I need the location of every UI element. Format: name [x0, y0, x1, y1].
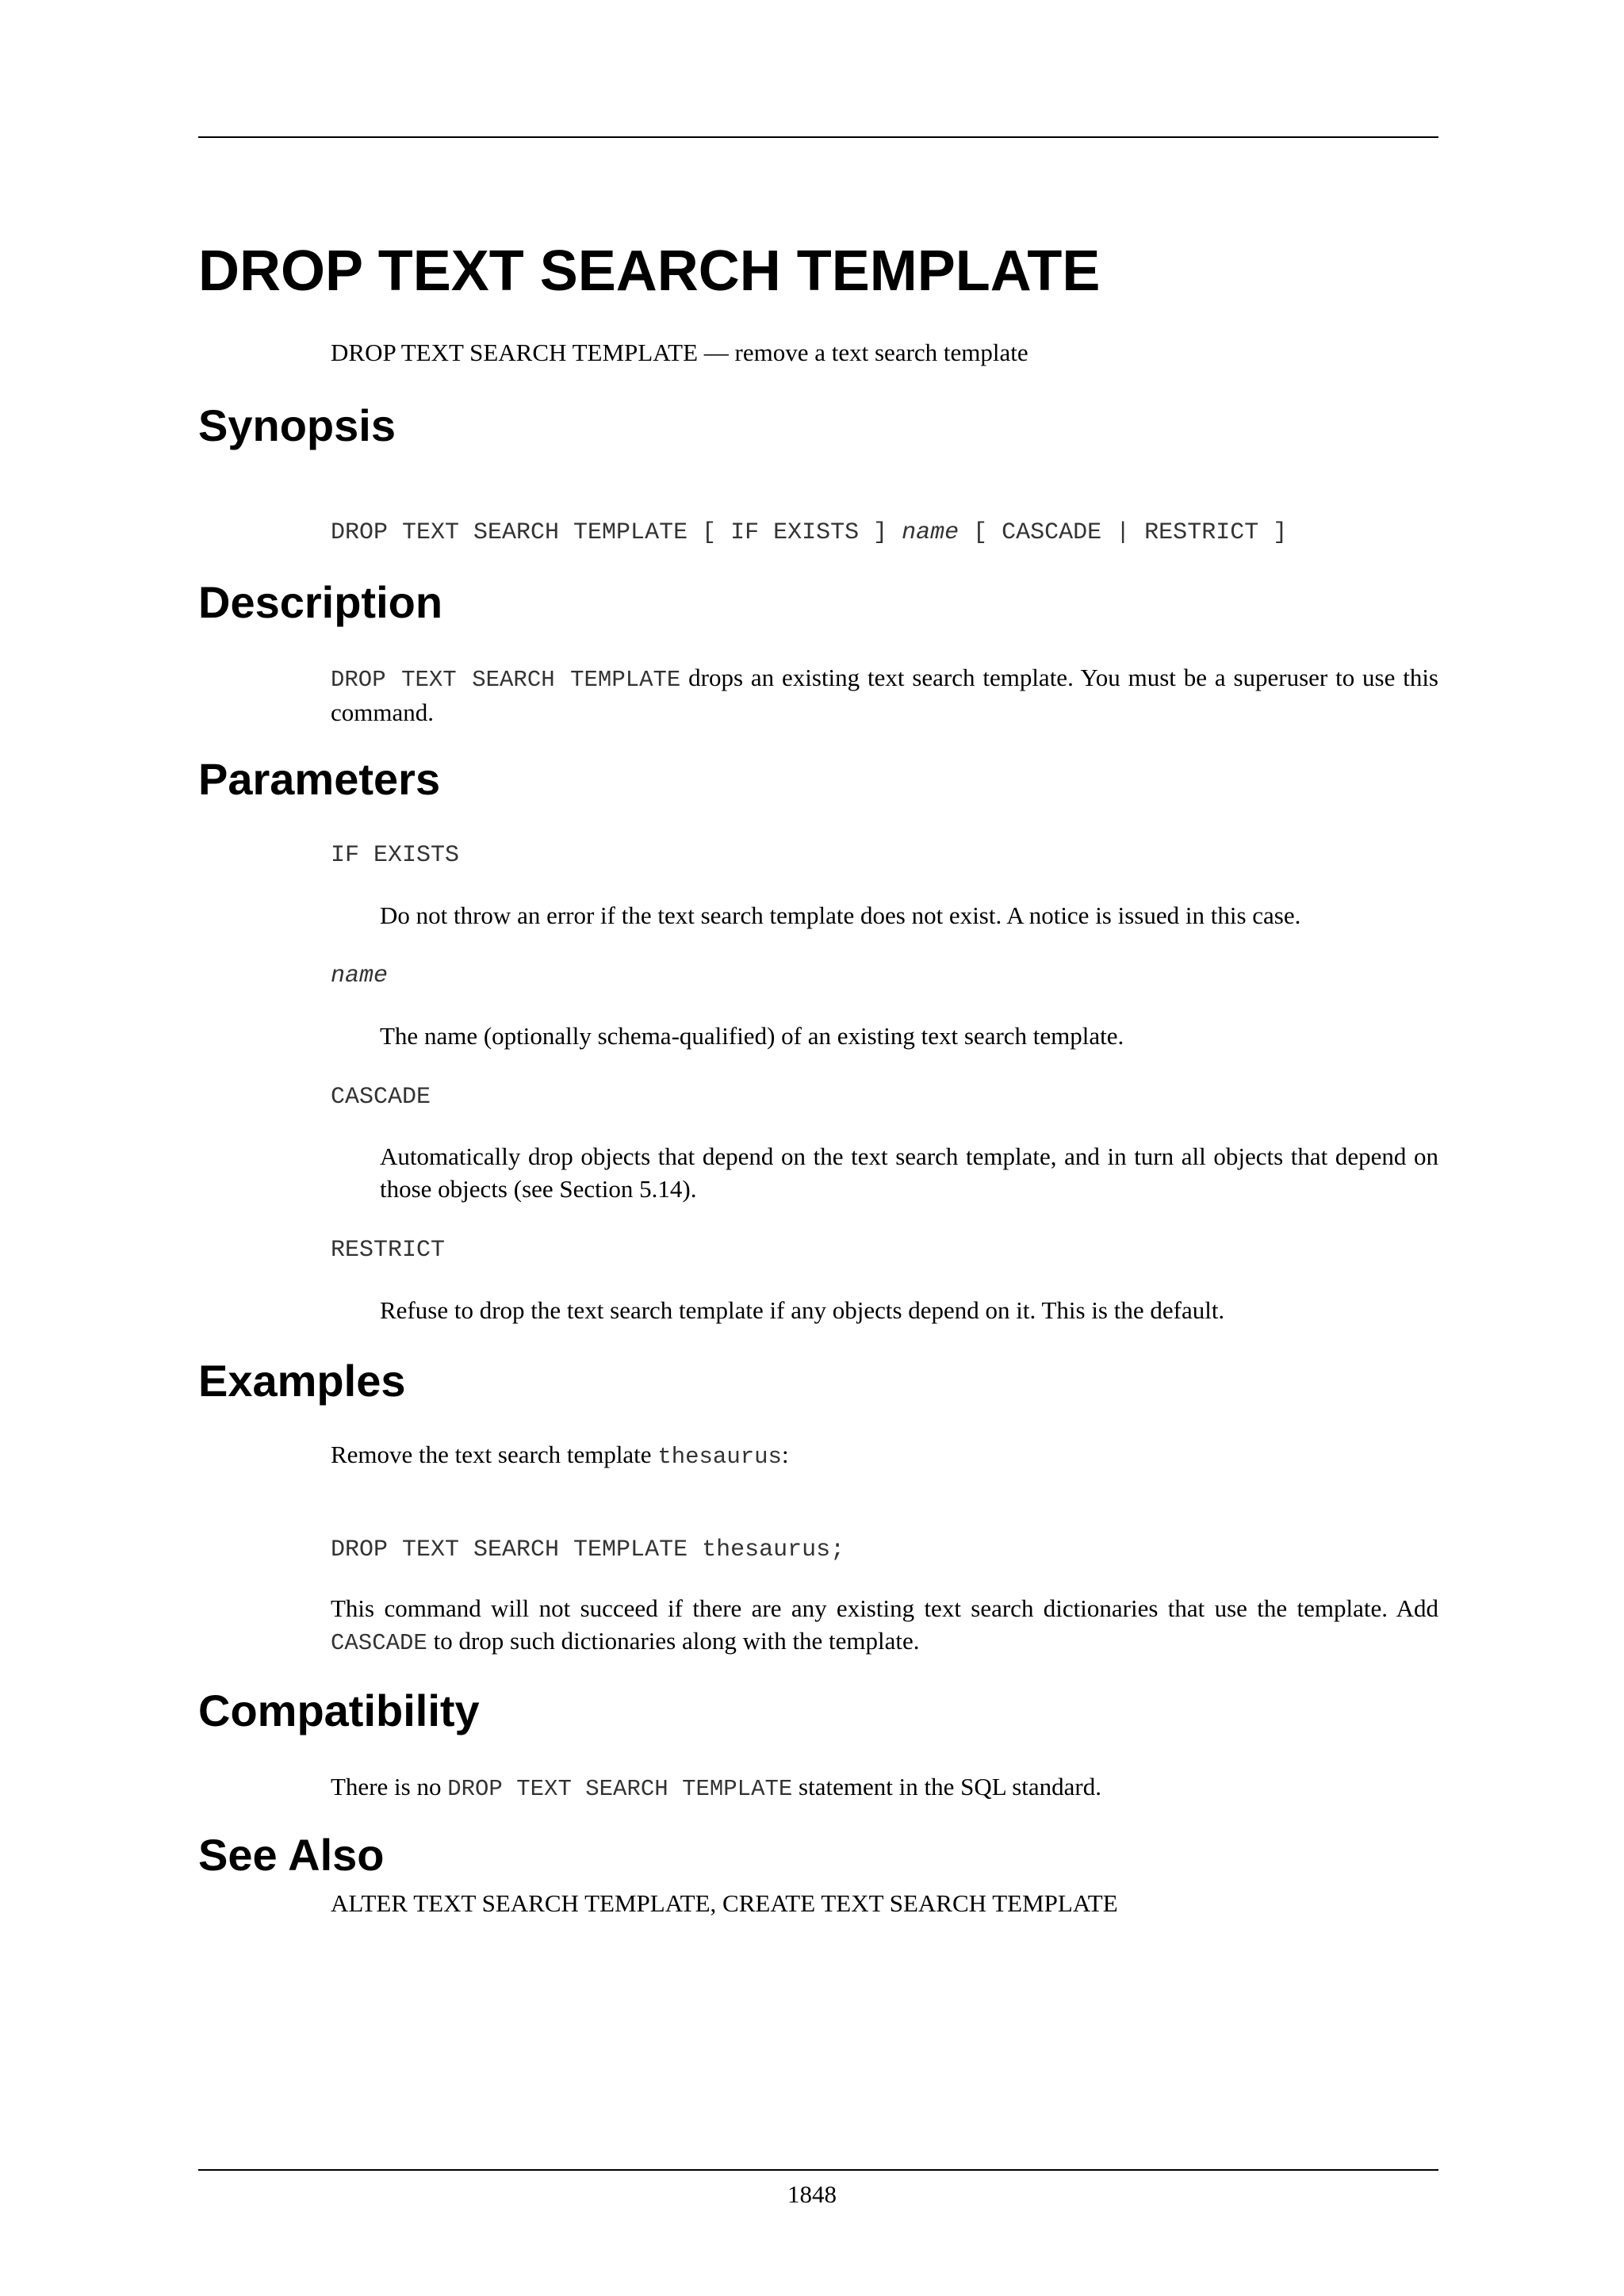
see-also-heading: See Also — [198, 1830, 385, 1880]
page-number: 1848 — [787, 2180, 837, 2208]
page-title: DROP TEXT SEARCH TEMPLATE — [198, 239, 1101, 303]
synopsis-code — [331, 517, 1287, 549]
compatibility-code: DROP TEXT SEARCH TEMPLATE — [447, 1776, 793, 1802]
examples-intro — [331, 1438, 789, 1473]
param-term-restrict: RESTRICT — [331, 1237, 446, 1264]
param-term-if-exists: IF EXISTS — [331, 842, 460, 869]
examples-code: DROP TEXT SEARCH TEMPLATE thesaurus; — [331, 1536, 845, 1563]
param-desc-name: The name (optionally schema-qualified) of an existing text search template. — [380, 1022, 1124, 1050]
synopsis-heading: Synopsis — [198, 400, 396, 450]
param-term-cascade: CASCADE — [331, 1084, 431, 1111]
param-term-name: name — [331, 962, 389, 989]
compatibility-text1: There is no — [331, 1773, 448, 1800]
examples-note — [331, 1592, 1438, 1659]
examples-note-text2: to drop such dictionaries along with the template. — [427, 1627, 920, 1655]
examples-intro-text: Remove the text search template — [331, 1441, 658, 1468]
synopsis-cmd: DROP TEXT SEARCH TEMPLATE [ IF EXISTS ] — [331, 519, 902, 546]
see-also-links[interactable]: ALTER TEXT SEARCH TEMPLATE, CREATE TEXT SEARCH TEMPLATE — [331, 1889, 1118, 1917]
footer-rule — [198, 2169, 1438, 2171]
examples-note-code: CASCADE — [331, 1630, 427, 1656]
examples-intro-code: thesaurus — [657, 1444, 782, 1470]
examples-note-text1: This command will not succeed if there are any existing text search dictionaries that use the template. Add — [331, 1594, 1438, 1622]
description-heading: Description — [198, 577, 443, 627]
description-text: drops an existing text search template. You must be a superuser to use this command. — [331, 664, 1438, 726]
examples-intro-end: : — [781, 1441, 789, 1468]
parameters-heading: Parameters — [198, 754, 441, 804]
synopsis-tail: [ CASCADE | RESTRICT ] — [959, 519, 1288, 546]
refpurpose: DROP TEXT SEARCH TEMPLATE — remove a text search template — [331, 339, 1028, 366]
synopsis-param: name — [902, 519, 959, 546]
description-paragraph — [331, 661, 1438, 729]
param-desc-cascade: Automatically drop objects that depend on the text search template, and in turn all objects that depend on those objects (see Section 5.14). — [380, 1142, 1438, 1203]
param-desc-if-exists: Do not throw an error if the text search template does not exist. A notice is issued in this case. — [380, 901, 1301, 929]
param-desc-restrict: Refuse to drop the text search template if any objects depend on it. This is the default. — [380, 1296, 1225, 1324]
compatibility-paragraph — [331, 1770, 1101, 1805]
compatibility-heading: Compatibility — [198, 1686, 480, 1735]
description-cmd: DROP TEXT SEARCH TEMPLATE — [331, 667, 681, 693]
header-rule — [198, 136, 1438, 138]
compatibility-text2: statement in the SQL standard. — [792, 1773, 1102, 1800]
examples-heading: Examples — [198, 1356, 406, 1406]
